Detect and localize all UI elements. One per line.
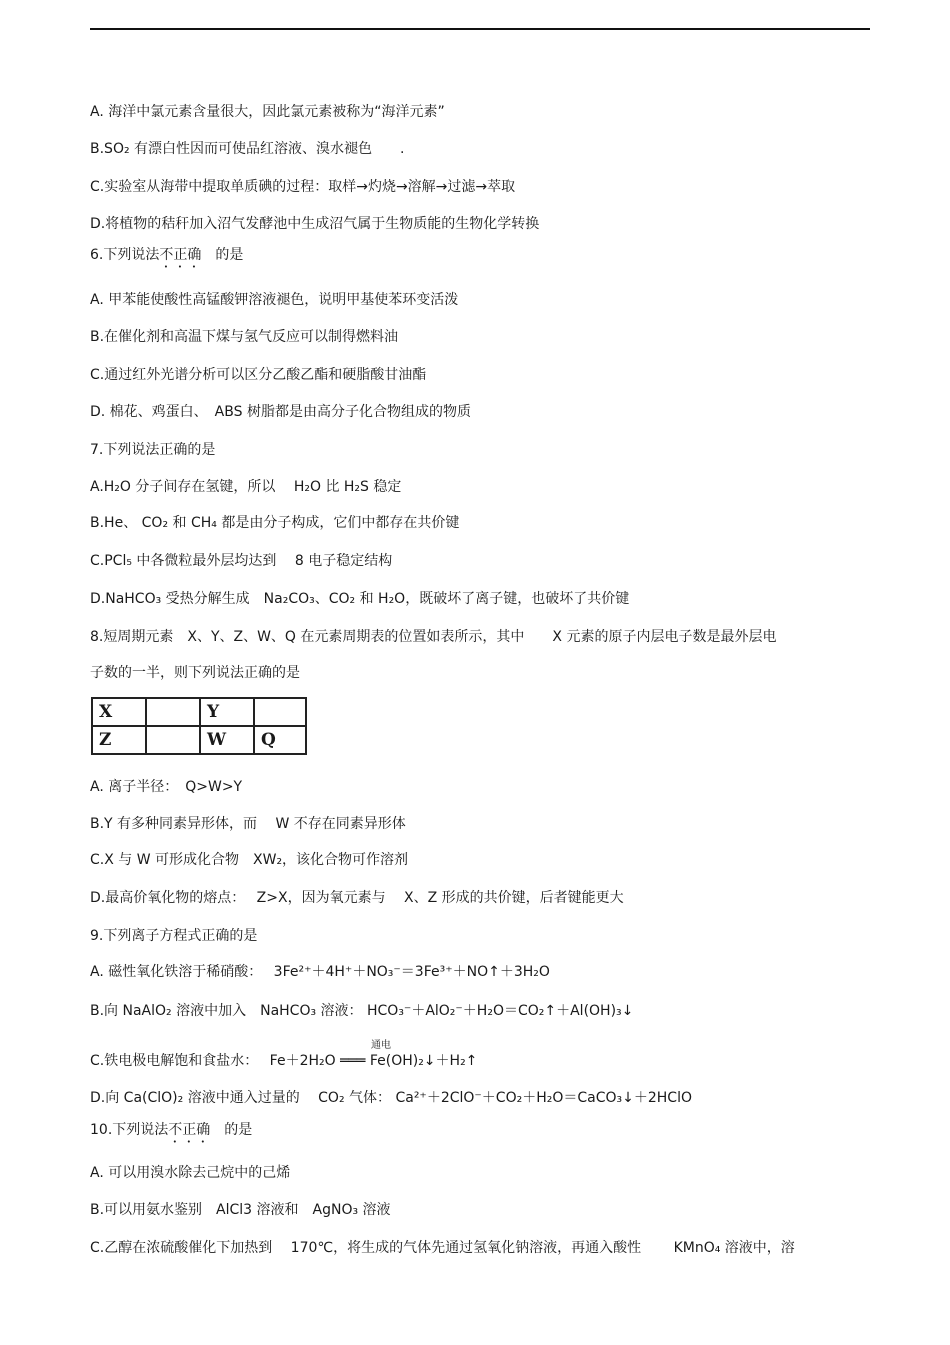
- q8-option-d: D.最高价氧化物的熔点： Z>X，因为氧元素与 X、Z 形成的共价键，后者键能更大: [90, 890, 624, 906]
- q7-option-a: A.H₂O 分子间存在氢键，所以 H₂O 比 H₂S 稳定: [90, 479, 402, 495]
- table-cell: [146, 726, 200, 754]
- q9-option-b: B.向 NaAlO₂ 溶液中加入 NaHCO₃ 溶液： HCO₃⁻＋AlO₂⁻＋H₂O＝CO₂↑＋Al(OH)₃↓: [90, 1003, 634, 1019]
- q8-option-b: B.Y 有多种同素异形体，而 W 不存在同素异形体: [90, 816, 406, 832]
- q5-option-b: B.SO₂ 有漂白性因而可使品红溶液、溴水褪色 .: [90, 141, 405, 157]
- q6-emphasis: 不正确: [159, 247, 202, 263]
- q10-option-a: A. 可以用溴水除去己烷中的己烯: [90, 1165, 291, 1181]
- q6-stem: [90, 246, 243, 271]
- q8-stem-line1: 8.短周期元素 X、Y、Z、W、Q 在元素周期表的位置如表所示，其中 X 元素的原子内层电子数是最外层电: [90, 629, 777, 645]
- table-cell: Z: [92, 726, 146, 754]
- q7-stem: 7.下列说法正确的是: [90, 442, 216, 458]
- q10-stem: [90, 1121, 252, 1146]
- table-cell: [146, 698, 200, 726]
- q7-option-c: C.PCl₅ 中各微粒最外层均达到 8 电子稳定结构: [90, 553, 393, 569]
- q5-option-c: C.实验室从海带中提取单质碘的过程：取样→灼烧→溶解→过滤→萃取: [90, 179, 516, 195]
- table-cell: [254, 698, 306, 726]
- q9-option-a: A. 磁性氧化铁溶于稀硝酸： 3Fe²⁺＋4H⁺＋NO₃⁻＝3Fe³⁺＋NO↑＋3H₂O: [90, 964, 550, 980]
- q10-emphasis: 不正确: [168, 1122, 211, 1138]
- table-cell: Y: [200, 698, 254, 726]
- q6-option-d: D. 棉花、鸡蛋白、 ABS 树脂都是由高分子化合物组成的物质: [90, 404, 471, 420]
- q5-option-a: A. 海洋中氯元素含量很大，因此氯元素被称为“海洋元素”: [90, 104, 445, 120]
- q8-option-a: A. 离子半径： Q>W>Y: [90, 779, 243, 795]
- q10-stem-pre: 10.下列说法: [90, 1122, 169, 1138]
- q10-option-c: C.乙醇在浓硫酸催化下加热到 170℃，将生成的气体先通过氢氧化钠溶液，再通入酸性 KMnO₄ 溶液中，溶: [90, 1240, 795, 1256]
- header-rule: [90, 28, 870, 30]
- q6-stem-post: 的是: [201, 247, 244, 263]
- q6-stem-pre: 6.下列说法: [90, 247, 160, 263]
- q10-option-b: B.可以用氨水鉴别 AlCl3 溶液和 AgNO₃ 溶液: [90, 1202, 391, 1218]
- q8-stem-line2: 子数的一半，则下列说法正确的是: [90, 665, 300, 681]
- q9-stem: 9.下列离子方程式正确的是: [90, 928, 258, 944]
- q6-option-a: A. 甲苯能使酸性高锰酸钾溶液褪色，说明甲基使苯环变活泼: [90, 292, 459, 308]
- table-cell: X: [92, 698, 146, 726]
- q9-option-c: C.铁电极电解饱和食盐水： Fe＋2H₂O ═══ Fe(OH)₂↓＋H₂↑: [90, 1053, 478, 1069]
- q8-option-c: C.X 与 W 可形成化合物 XW₂，该化合物可作溶剂: [90, 852, 409, 868]
- q6-option-c: C.通过红外光谱分析可以区分乙酸乙酯和硬脂酸甘油酯: [90, 367, 427, 383]
- q9-option-d: D.向 Ca(ClO)₂ 溶液中通入过量的 CO₂ 气体： Ca²⁺＋2ClO⁻＋CO₂＋H₂O＝CaCO₃↓＋2HClO: [90, 1090, 692, 1106]
- periodic-table-fragment: [91, 697, 307, 755]
- table-row: [92, 698, 306, 726]
- q10-stem-post: 的是: [210, 1122, 253, 1138]
- table-row: [92, 726, 306, 754]
- q5-option-d: D.将植物的秸秆加入沼气发酵池中生成沼气属于生物质能的生物化学转换: [90, 216, 540, 232]
- table-cell: W: [200, 726, 254, 754]
- q7-option-d: D.NaHCO₃ 受热分解生成 Na₂CO₃、CO₂ 和 H₂O，既破坏了离子键，也破坏了共价键: [90, 591, 630, 607]
- q7-option-b: B.He、 CO₂ 和 CH₄ 都是由分子构成，它们中都存在共价键: [90, 515, 460, 531]
- electrolysis-label: 通电: [371, 1040, 391, 1051]
- table-cell: Q: [254, 726, 306, 754]
- q6-option-b: B.在催化剂和高温下煤与氢气反应可以制得燃料油: [90, 329, 399, 345]
